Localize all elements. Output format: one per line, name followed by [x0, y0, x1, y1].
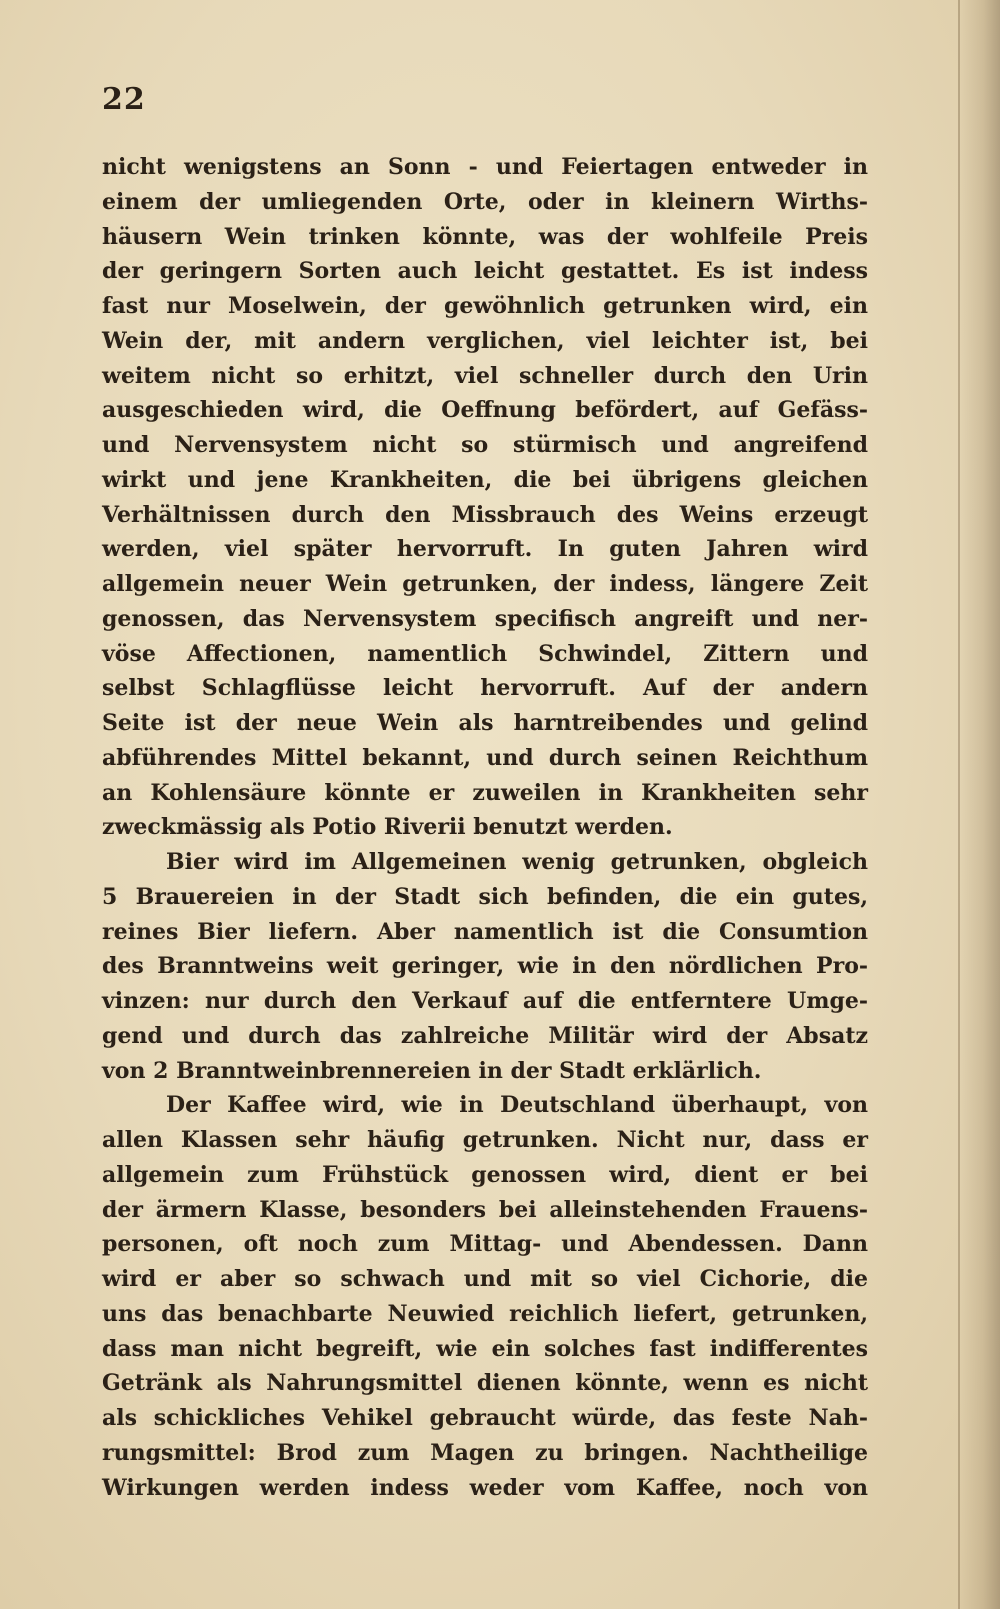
- text-line: dass man nicht begreift, wie ein solches fast indifferentes: [102, 1335, 868, 1362]
- text-line: wird er aber so schwach und mit so viel Cichorie, die: [102, 1266, 868, 1292]
- text-line: vöse Affectionen, namentlich Schwindel, Zittern und: [102, 640, 868, 667]
- text-line: häusern Wein trinken könnte, was der wohlfeile Preis: [102, 223, 868, 250]
- text-line: selbst Schlagflüsse leicht hervorruft. Auf der andern: [102, 675, 868, 702]
- text-line: 5 Brauereien in der Stadt sich befinden, die ein gutes,: [102, 883, 868, 910]
- text-line: der ärmern Klasse, besonders bei alleinstehenden Frauens-: [102, 1196, 868, 1223]
- text-line: als schickliches Vehikel gebraucht würde, das feste Nah-: [102, 1405, 868, 1431]
- text-line: ausgeschieden wird, die Oeffnung befördert, auf Gefäss-: [102, 397, 868, 424]
- text-line: Der Kaffee wird, wie in Deutschland überhaupt, von: [166, 1092, 868, 1119]
- page-number: 22: [102, 82, 146, 117]
- text-line: wirkt und jene Krankheiten, die bei übrigens gleichen: [102, 466, 868, 493]
- text-line: reines Bier liefern. Aber namentlich ist die Consumtion: [102, 918, 868, 945]
- text-line: uns das benachbarte Neuwied reichlich liefert, getrunken,: [102, 1300, 868, 1327]
- text-line: Seite ist der neue Wein als harntreibendes und gelind: [102, 710, 868, 736]
- text-line: Wirkungen werden indess weder vom Kaffee, noch von: [102, 1474, 868, 1501]
- text-line: allen Klassen sehr häufig getrunken. Nicht nur, dass er: [102, 1127, 868, 1153]
- body-text: [102, 150, 868, 1505]
- text-line: allgemein zum Frühstück genossen wird, dient er bei: [102, 1161, 868, 1188]
- text-line: gend und durch das zahlreiche Militär wird der Absatz: [102, 1022, 868, 1049]
- text-line: nicht wenigstens an Sonn - und Feiertagen entweder in: [102, 154, 868, 180]
- text-line: personen, oft noch zum Mittag- und Abendessen. Dann: [102, 1231, 868, 1258]
- text-line: von 2 Branntweinbrennereien in der Stadt erklärlich.: [102, 1057, 762, 1084]
- text-line: und Nervensystem nicht so stürmisch und angreifend: [102, 432, 868, 458]
- text-line: rungsmittel: Brod zum Magen zu bringen. Nachtheilige: [102, 1439, 868, 1466]
- text-line: Wein der, mit andern verglichen, viel leichter ist, bei: [102, 327, 868, 354]
- page-edge-shadow: [958, 0, 1000, 1609]
- text-line: der geringern Sorten auch leicht gestattet. Es ist indess: [102, 258, 868, 285]
- text-line: Bier wird im Allgemeinen wenig getrunken, obgleich: [166, 849, 868, 875]
- page-fold-line: [958, 0, 960, 1609]
- text-line: vinzen: nur durch den Verkauf auf die entferntere Umge-: [102, 988, 868, 1014]
- text-line: werden, viel später hervorruft. In guten Jahren wird: [102, 536, 868, 563]
- text-line: weitem nicht so erhitzt, viel schneller durch den Urin: [102, 362, 868, 389]
- text-line: an Kohlensäure könnte er zuweilen in Krankheiten sehr: [102, 779, 868, 806]
- text-line: Getränk als Nahrungsmittel dienen könnte, wenn es nicht: [102, 1370, 868, 1397]
- text-line: genossen, das Nervensystem specifisch angreift und ner-: [102, 605, 868, 632]
- text-line: Verhältnissen durch den Missbrauch des Weins erzeugt: [102, 501, 868, 528]
- text-line: einem der umliegenden Orte, oder in kleinern Wirths-: [102, 188, 868, 215]
- text-line: des Branntweins weit geringer, wie in den nördlichen Pro-: [102, 953, 868, 980]
- text-line: abführendes Mittel bekannt, und durch seinen Reichthum: [102, 744, 868, 771]
- text-line: zweckmässig als Potio Riverii benutzt werden.: [102, 814, 673, 841]
- text-line: fast nur Moselwein, der gewöhnlich getrunken wird, ein: [102, 293, 868, 319]
- text-line: allgemein neuer Wein getrunken, der indess, längere Zeit: [102, 571, 868, 597]
